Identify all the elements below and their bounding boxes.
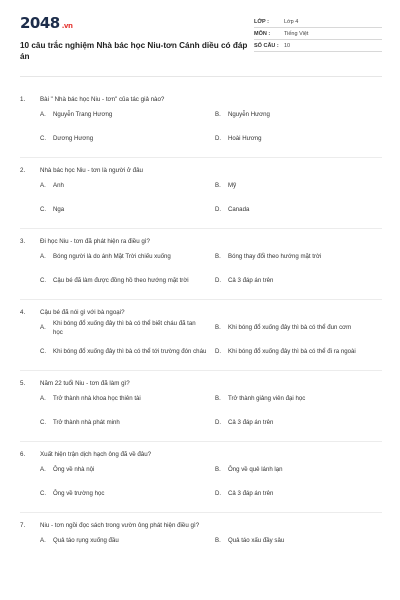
question-number: 6. [20, 451, 26, 459]
option-text: Nguyễn Hương [228, 111, 270, 119]
answer-options [20, 245, 382, 293]
option-letter: B. [215, 395, 221, 403]
logo-suffix: .vn [61, 22, 73, 30]
answer-options [20, 174, 382, 222]
question-text: Đi học Niu - tơn đã phát hiện ra điều gì? [40, 238, 150, 246]
question-header [20, 442, 382, 458]
question-number: 3. [20, 238, 26, 246]
answer-option[interactable] [40, 269, 207, 293]
option-text: Canada [228, 206, 250, 214]
question-text: Bài " Nhà bác học Niu - tơn" của tác giả nào? [40, 96, 165, 104]
question-header [20, 513, 382, 529]
option-letter: D. [215, 135, 222, 143]
option-text: Bóng người là do ánh Mặt Trời chiếu xuống [53, 253, 171, 261]
answer-option[interactable] [40, 340, 207, 364]
option-text: Khi bóng đổ xuống đây thì bà có thể tới trường đón cháu [53, 348, 207, 356]
answer-option[interactable] [40, 316, 207, 340]
page-header [20, 14, 382, 62]
question-text: Năm 22 tuổi Niu - tơn đã làm gì? [40, 380, 130, 388]
question-header [20, 300, 382, 316]
question-text: Xuất hiện trận dịch hạch ông đã về đâu? [40, 451, 152, 459]
option-letter: C. [40, 490, 47, 498]
question-text: Cậu bé đã nói gì với bà ngoại? [40, 309, 125, 317]
option-letter: A. [40, 324, 46, 332]
answer-option[interactable] [215, 198, 382, 222]
option-text: Khi bóng đổ xuống đây thì bà có thể biết cháu đã tan học [53, 319, 196, 337]
option-letter: C. [40, 277, 47, 285]
option-letter: C. [40, 419, 47, 427]
option-text: Nguyễn Trang Hương [53, 111, 113, 119]
answer-option[interactable] [215, 103, 382, 127]
question-list [20, 87, 382, 553]
question-item [20, 87, 382, 158]
option-text: Cả 3 đáp án trên [228, 419, 274, 427]
answer-option[interactable] [215, 411, 382, 435]
option-text: Cậu bé đã làm được đồng hồ theo hướng mặt trời [53, 277, 189, 285]
answer-options [20, 316, 382, 364]
meta-value: 10 [284, 43, 291, 49]
logo-text: 2048 [20, 14, 60, 32]
question-number: 7. [20, 522, 26, 530]
option-letter: C. [40, 348, 47, 356]
option-text: Khi bóng đổ xuống đây thì bà có thể đi ra ngoài [228, 348, 356, 356]
answer-option[interactable] [40, 482, 207, 506]
option-text: Hoài Hương [228, 135, 262, 143]
answer-options [20, 387, 382, 435]
answer-option[interactable] [215, 340, 382, 364]
question-item [20, 229, 382, 300]
meta-label: MÔN : [254, 31, 271, 37]
answer-option[interactable] [40, 411, 207, 435]
answer-option[interactable] [215, 127, 382, 151]
site-logo[interactable] [20, 14, 250, 32]
option-letter: B. [215, 253, 221, 261]
option-letter: D. [215, 277, 222, 285]
meta-value: Lớp 4 [284, 19, 299, 25]
answer-option[interactable] [40, 198, 207, 222]
meta-value: Tiếng Việt [284, 31, 309, 37]
meta-row [254, 40, 382, 52]
meta-row [254, 16, 382, 28]
option-letter: A. [40, 395, 46, 403]
option-letter: A. [40, 111, 46, 119]
answer-option[interactable] [215, 387, 382, 411]
answer-option[interactable] [215, 245, 382, 269]
option-text: Nga [53, 206, 65, 214]
answer-option[interactable] [215, 529, 382, 553]
question-header [20, 87, 382, 103]
question-number: 5. [20, 380, 26, 388]
answer-option[interactable] [40, 387, 207, 411]
option-text: Dương Hương [53, 135, 94, 143]
option-text: Mỹ [228, 182, 237, 190]
answer-option[interactable] [40, 103, 207, 127]
header-divider [20, 76, 382, 77]
option-letter: C. [40, 135, 47, 143]
answer-option[interactable] [215, 174, 382, 198]
header-left [20, 14, 250, 62]
option-text: Cả 3 đáp án trên [228, 277, 274, 285]
question-header [20, 229, 382, 245]
option-letter: B. [215, 111, 221, 119]
meta-row [254, 28, 382, 40]
question-text: Nhà bác học Niu - tơn là người ở đâu [40, 167, 143, 175]
option-text: Quả táo rụng xuống đầu [53, 537, 119, 545]
option-letter: B. [215, 182, 221, 190]
question-number: 2. [20, 167, 26, 175]
option-letter: A. [40, 537, 46, 545]
option-letter: D. [215, 348, 222, 356]
option-text: Khi bóng đổ xuống đây thì bà có thể đun cơm [228, 324, 352, 332]
question-item [20, 300, 382, 371]
answer-option[interactable] [40, 529, 207, 553]
answer-options [20, 529, 382, 553]
option-letter: C. [40, 206, 47, 214]
question-number: 1. [20, 96, 26, 104]
question-header [20, 158, 382, 174]
question-item [20, 513, 382, 553]
option-text: Cả 3 đáp án trên [228, 490, 274, 498]
option-letter: A. [40, 466, 46, 474]
answer-option[interactable] [40, 245, 207, 269]
answer-option[interactable] [40, 127, 207, 151]
answer-options [20, 103, 382, 151]
option-letter: D. [215, 490, 222, 498]
meta-label: SỐ CÂU : [254, 43, 279, 49]
option-text: Trở thành nhà phát minh [53, 419, 120, 427]
option-letter: B. [215, 537, 221, 545]
option-text: Trở thành nhà khoa học thiên tài [53, 395, 141, 403]
option-letter: A. [40, 182, 46, 190]
option-text: Quả táo xấu đầy sâu [228, 537, 285, 545]
meta-panel [254, 16, 382, 62]
question-header [20, 371, 382, 387]
answer-options [20, 458, 382, 506]
option-letter: D. [215, 206, 222, 214]
question-number: 4. [20, 309, 26, 317]
option-text: Bóng thay đổi theo hướng mặt trời [228, 253, 322, 261]
option-letter: D. [215, 419, 222, 427]
page-title: 10 câu trắc nghiệm Nhà bác học Niu-tơn Cánh diều có đáp án [20, 41, 248, 62]
option-text: Trở thành giảng viên đại học [228, 395, 306, 403]
meta-label: LỚP : [254, 19, 269, 25]
option-letter: B. [215, 324, 221, 332]
answer-option[interactable] [40, 174, 207, 198]
question-item [20, 371, 382, 442]
question-item [20, 158, 382, 229]
answer-option[interactable] [215, 316, 382, 340]
question-text: Niu - tơn ngồi đọc sách trong vườn ông phát hiện điều gì? [40, 522, 200, 530]
option-letter: B. [215, 466, 221, 474]
option-text: Anh [53, 182, 64, 190]
answer-option[interactable] [40, 458, 207, 482]
option-text: Ông về nhà nội [53, 466, 95, 474]
option-letter: A. [40, 253, 46, 261]
answer-option[interactable] [215, 458, 382, 482]
option-text: Ông về quê lánh lạn [228, 466, 283, 474]
question-item [20, 442, 382, 513]
answer-option[interactable] [215, 269, 382, 293]
option-text: Ông về trường học [53, 490, 105, 498]
answer-option[interactable] [215, 482, 382, 506]
